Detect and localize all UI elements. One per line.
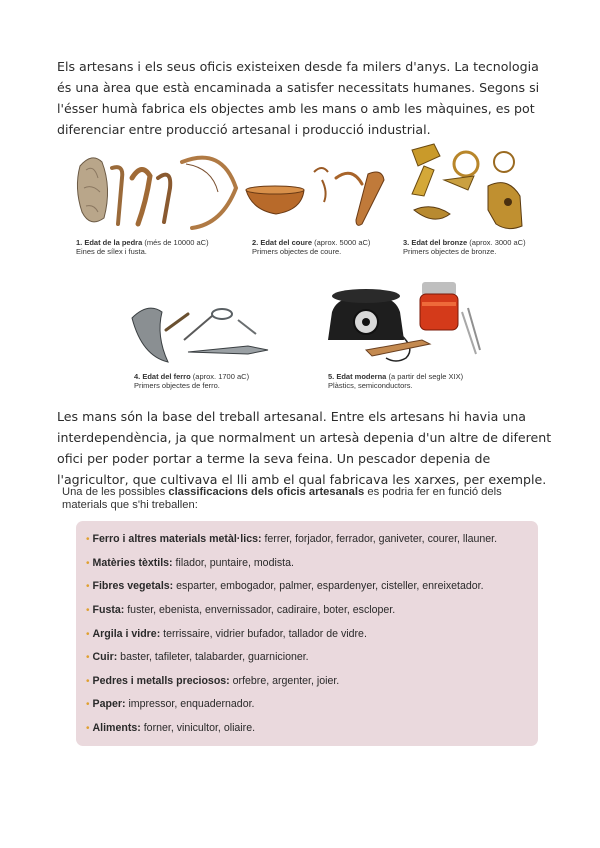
bronze-age-illustration <box>404 140 532 238</box>
list-item: • Fusta: fuster, ebenista, envernissador, cadiraire, boter, escloper. <box>86 604 396 616</box>
figure-caption-1: 1. Edat de la pedra (més de 10000 aC) Eines de sílex i fusta. <box>76 238 209 256</box>
bullet-icon: • <box>86 723 90 734</box>
figure-caption-5: 5. Edat moderna (a partir del segle XIX) Plàstics, semiconductors. <box>328 372 464 390</box>
bullet-icon: • <box>86 581 90 592</box>
list-item: • Matèries tèxtils: filador, puntaire, modista. <box>86 557 294 569</box>
list-item: • Argila i vidre: terrissaire, vidrier bufador, tallador de vidre. <box>86 628 367 640</box>
bullet-icon: • <box>86 629 90 640</box>
list-item: • Ferro i altres materials metàl·lics: ferrer, forjador, ferrador, ganiveter, courer, llauner. <box>86 533 498 545</box>
stone-age-illustration <box>72 148 242 234</box>
list-item: • Pedres i metalls preciosos: orfebre, argenter, joier. <box>86 675 340 687</box>
list-item: • Fibres vegetals: esparter, embogador, palmer, espardenyer, cisteller, enreixetador. <box>86 580 484 592</box>
list-item: • Paper: impressor, enquadernador. <box>86 698 255 710</box>
bullet-icon: • <box>86 558 90 569</box>
bullet-icon: • <box>86 534 90 545</box>
classification-intro: Una de les possibles classificacions dels oficis artesanals es podria fer en funció dels materials que s'hi treballen: <box>62 486 502 511</box>
bullet-icon: • <box>86 652 90 663</box>
list-item: • Aliments: forner, vinicultor, oliaire. <box>86 722 256 734</box>
body-paragraph: Les mans són la base del treball artesanal. Entre els artesans hi havia una interdependència, ja que normalment un artesà depenia d'un altre de diferent ofici per poder portar a terme la seva feina. Un pescador depenia de l'agricultor, que cultivava el lli amb el qual fabricava les xarxes, per exemple. <box>57 409 552 487</box>
iron-age-illustration <box>128 300 276 370</box>
modern-age-illustration <box>326 278 486 372</box>
bullet-icon: • <box>86 676 90 687</box>
bullet-icon: • <box>86 699 90 710</box>
figure-caption-3: 3. Edat del bronze (aprox. 3000 aC) Primers objectes de bronze. <box>403 238 526 256</box>
copper-age-illustration <box>244 158 392 236</box>
figure-caption-4: 4. Edat del ferro (aprox. 1700 aC) Primers objectes de ferro. <box>134 372 250 390</box>
bullet-icon: • <box>86 605 90 616</box>
figure-caption-2: 2. Edat del coure (aprox. 5000 aC) Primers objectes de coure. <box>252 238 371 256</box>
intro-paragraph: Els artesans i els seus oficis existeixen desde fa milers d'anys. La tecnologia és una àrea que està encaminada a satisfer necessitats humanes. Segons si l'ésser humà fabrica els objectes amb les mans o amb les màquines, es pot diferenciar entre producció artesanal i producció industrial. <box>57 59 540 137</box>
list-item: • Cuir: baster, tafileter, talabarder, guarnicioner. <box>86 651 309 663</box>
